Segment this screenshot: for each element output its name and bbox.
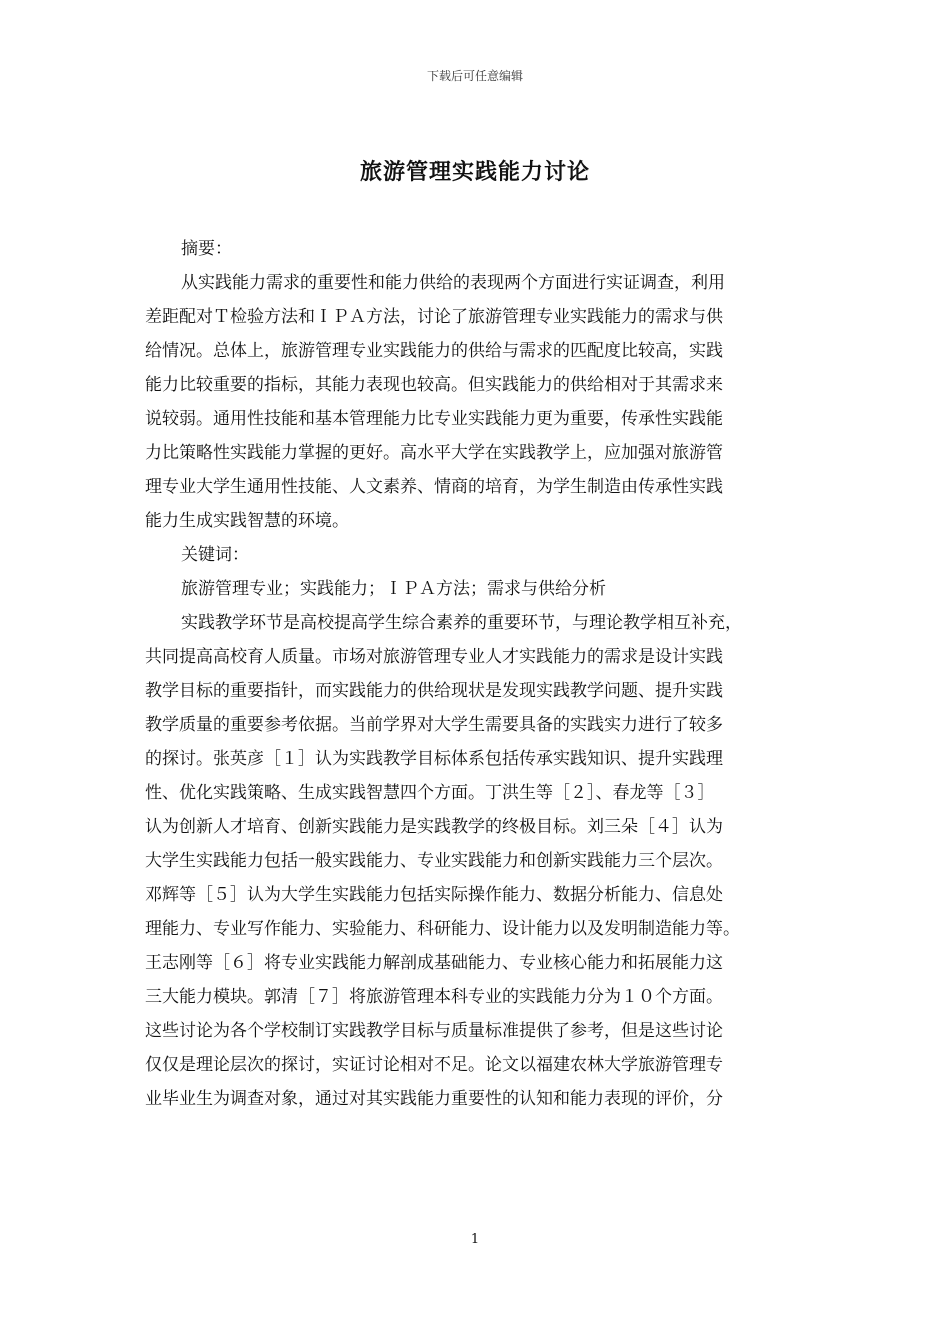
body-line: 教学目标的重要指针，而实践能力的供给现状是发现实践教学问题、提升实践 <box>145 681 723 701</box>
body-line: 邓辉等［５］认为大学生实践能力包括实际操作能力、数据分析能力、信息处 <box>145 885 723 905</box>
abstract-line: 能力生成实践智慧的环境。 <box>145 511 349 531</box>
body-line: 这些讨论为各个学校制订实践教学目标与质量标准提供了参考，但是这些讨论 <box>145 1021 723 1041</box>
body-line: 王志刚等［６］将专业实践能力解剖成基础能力、专业核心能力和拓展能力这 <box>145 953 723 973</box>
body-line: 理能力、专业写作能力、实验能力、科研能力、设计能力以及发明制造能力等。 <box>145 919 740 939</box>
abstract-line: 能力比较重要的指标，其能力表现也较高。但实践能力的供给相对于其需求来 <box>145 375 723 395</box>
abstract-line: 说较弱。通用性技能和基本管理能力比专业实践能力更为重要，传承性实践能 <box>145 409 723 429</box>
body-line: 仅仅是理论层次的探讨，实证讨论相对不足。论文以福建农林大学旅游管理专 <box>145 1055 723 1075</box>
keywords-line: 旅游管理专业；实践能力；ＩＰＡ方法；需求与供给分析 <box>181 579 606 599</box>
keywords-label: 关键词： <box>181 545 249 565</box>
abstract-label: 摘要： <box>181 239 232 259</box>
abstract-line: 从实践能力需求的重要性和能力供给的表现两个方面进行实证调查，利用 <box>181 273 725 293</box>
document-title: 旅游管理实践能力讨论 <box>359 159 590 185</box>
body-line: 实践教学环节是高校提高学生综合素养的重要环节，与理论教学相互补充， <box>181 613 742 633</box>
header-note: 下载后可任意编辑 <box>426 69 523 83</box>
body-line: 三大能力模块。郭清［７］将旅游管理本科专业的实践能力分为１０个方面。 <box>145 987 723 1007</box>
abstract-line: 理专业大学生通用性技能、人文素养、情商的培育，为学生制造由传承性实践 <box>145 477 723 497</box>
abstract-line: 差距配对Ｔ检验方法和ＩＰＡ方法，讨论了旅游管理专业实践能力的需求与供 <box>145 307 723 327</box>
page-number: 1 <box>470 1232 480 1247</box>
abstract-line: 力比策略性实践能力掌握的更好。高水平大学在实践教学上，应加强对旅游管 <box>145 443 723 463</box>
body-line: 性、优化实践策略、生成实践智慧四个方面。丁洪生等［２］、春龙等［３］ <box>145 783 715 803</box>
body-line: 业毕业生为调查对象，通过对其实践能力重要性的认知和能力表现的评价，分 <box>145 1089 723 1109</box>
abstract-line: 给情况。总体上，旅游管理专业实践能力的供给与需求的匹配度比较高，实践 <box>145 341 723 361</box>
body-line: 共同提高高校育人质量。市场对旅游管理专业人才实践能力的需求是设计实践 <box>145 647 723 667</box>
body-line: 认为创新人才培育、创新实践能力是实践教学的终极目标。刘三朵［４］认为 <box>145 817 723 837</box>
body-line: 的探讨。张英彦［１］认为实践教学目标体系包括传承实践知识、提升实践理 <box>145 749 723 769</box>
document-body <box>145 232 807 1116</box>
body-line: 大学生实践能力包括一般实践能力、专业实践能力和创新实践能力三个层次。 <box>145 851 723 871</box>
body-line: 教学质量的重要参考依据。当前学界对大学生需要具备的实践实力进行了较多 <box>145 715 723 735</box>
